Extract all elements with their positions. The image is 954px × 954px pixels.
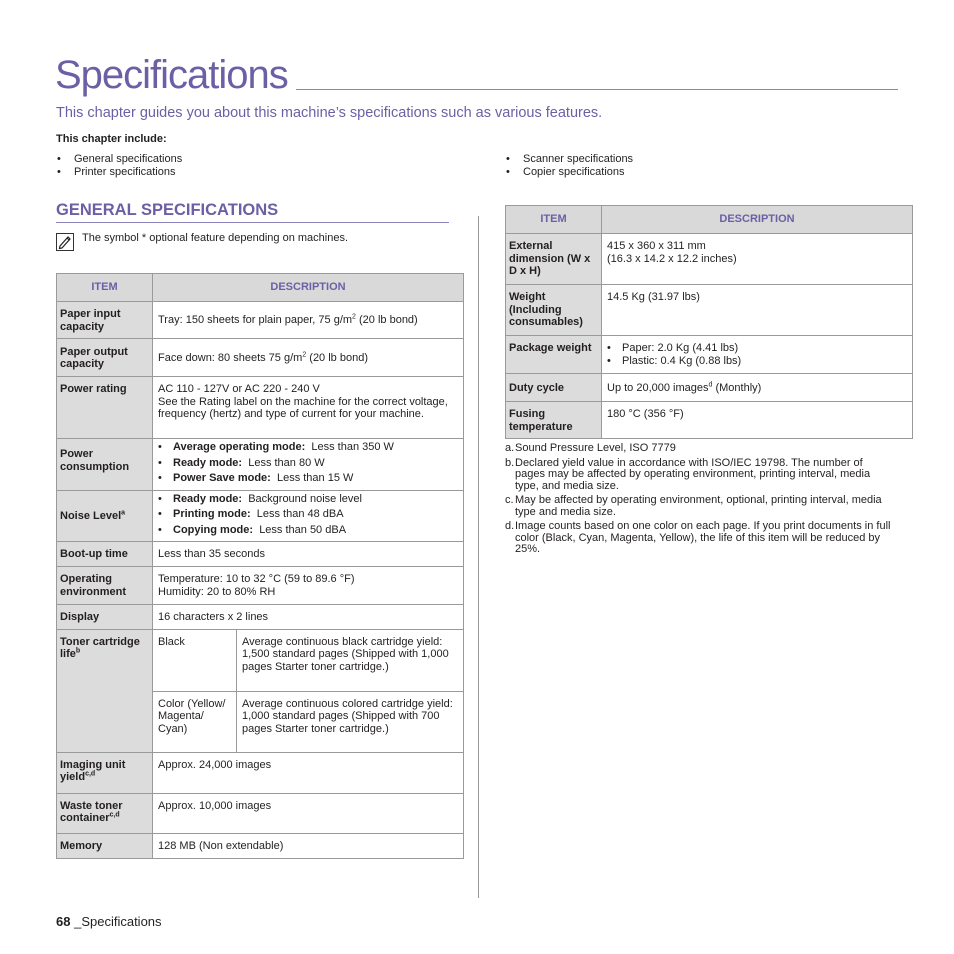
table-row	[57, 629, 464, 691]
row-label: Waste toner container$^{c,d}$	[57, 793, 153, 833]
row-value: Less than 35 seconds	[153, 542, 464, 567]
table-row	[506, 285, 913, 336]
row-label: Noise Level$^a$	[57, 490, 153, 542]
table-row	[57, 302, 464, 339]
row-value: Approx. 24,000 images	[153, 752, 464, 793]
note-text: The symbol * optional feature depending on machines.	[82, 232, 349, 244]
row-label: Display	[57, 604, 153, 629]
general-spec-table-left	[56, 273, 464, 859]
row-value: 14.5 Kg (31.97 lbs)	[602, 285, 913, 336]
row-value	[153, 439, 464, 491]
table-row	[506, 402, 913, 439]
col-header-item: ITEM	[57, 274, 153, 302]
row-value	[153, 490, 464, 542]
list-item: • Power Save mode: Less than 15 W	[158, 472, 458, 485]
column-divider	[478, 216, 479, 898]
row-label: Package weight	[506, 336, 602, 374]
col-header-item: ITEM	[506, 206, 602, 234]
row-label: Paper output capacity	[57, 339, 153, 377]
table-row	[57, 752, 464, 793]
toner-type: Black	[153, 629, 237, 691]
footnote: c. May be affected by operating environment, optional, printing interval, media type and media size.	[505, 494, 882, 518]
chapter-item[interactable]: • Printer specifications	[56, 166, 182, 179]
footer-text: _Specifications	[74, 914, 162, 929]
table-row	[57, 566, 464, 604]
page-number: 68	[56, 914, 71, 929]
footnote: a. Sound Pressure Level, ISO 7779	[505, 442, 676, 454]
table-row	[57, 377, 464, 439]
row-value: 128 MB (Non extendable)	[153, 833, 464, 858]
row-value	[602, 336, 913, 374]
table-row	[57, 604, 464, 629]
toner-desc: Average continuous black cartridge yield: 1,500 standard pages (Shipped with 1,000 pages Starter toner cartridge.)	[237, 629, 464, 691]
list-item: • Ready mode: Less than 80 W	[158, 457, 458, 470]
row-value: 16 characters x 2 lines	[153, 604, 464, 629]
row-value: 415 x 360 x 311 mm (16.3 x 14.2 x 12.2 inches)	[602, 234, 913, 285]
row-value: Temperature: 10 to 32 °C (59 to 89.6 °F) Humidity: 20 to 80% RH	[153, 566, 464, 604]
table-row	[57, 542, 464, 567]
row-value: Tray: 150 sheets for plain paper, 75 $g/m^2$ (20 lb bond)	[153, 302, 464, 339]
footnotes	[505, 443, 895, 559]
chapter-list-right	[505, 153, 633, 179]
include-label: This chapter include:	[56, 133, 167, 145]
page-footer	[56, 914, 162, 929]
row-label: Imaging unit yield$^{c,d}$	[57, 752, 153, 793]
toner-desc: Average continuous colored cartridge yield: 1,000 standard pages (Shipped with 700 pages Starter toner cartridge.)	[237, 691, 464, 752]
chapter-intro: This chapter guides you about this machine’s specifications such as various features.	[56, 105, 603, 121]
row-label: Memory	[57, 833, 153, 858]
footnote: d. Image counts based on one color on each page. If you print documents in full color (Black, Cyan, Magenta, Yellow), the life of this item will be reduced by 25%.	[505, 520, 891, 555]
toner-type: Color (Yellow/ Magenta/ Cyan)	[153, 691, 237, 752]
table-row	[57, 339, 464, 377]
row-label: Operating environment	[57, 566, 153, 604]
row-label: Toner cartridge life$^b$	[57, 629, 153, 752]
section-rule	[56, 222, 449, 223]
row-value: Face down: 80 sheets 75 $g/m^2$ (20 lb bond)	[153, 339, 464, 377]
table-row	[57, 793, 464, 833]
list-item: • Copying mode: Less than 50 dBA	[158, 524, 458, 537]
row-value: Approx. 10,000 images	[153, 793, 464, 833]
row-label: Power consumption	[57, 439, 153, 491]
row-label: Duty cycle	[506, 374, 602, 402]
table-row	[57, 833, 464, 858]
list-item: • Printing mode: Less than 48 dBA	[158, 508, 458, 521]
list-item: • Average operating mode: Less than 350 W	[158, 441, 458, 454]
table-row	[506, 336, 913, 374]
list-item: • Ready mode: Background noise level	[158, 493, 458, 506]
row-value: AC 110 - 127V or AC 220 - 240 V See the Rating label on the machine for the correct voltage, frequency (hertz) and type of current for your machine.	[153, 377, 464, 439]
general-spec-table-right	[505, 205, 913, 439]
pencil-note-icon	[56, 233, 74, 251]
section-heading: GENERAL SPECIFICATIONS	[56, 201, 279, 219]
chapter-item[interactable]: • Copier specifications	[505, 166, 633, 179]
row-label: Fusing temperature	[506, 402, 602, 439]
row-value: 180 °C (356 °F)	[602, 402, 913, 439]
table-row	[57, 490, 464, 542]
chapter-item[interactable]: • General specifications	[56, 153, 182, 166]
row-value: Up to 20,000 images$^d$ (Monthly)	[602, 374, 913, 402]
col-header-description: DESCRIPTION	[153, 274, 464, 302]
row-label: Power rating	[57, 377, 153, 439]
chapter-list-left	[56, 153, 182, 179]
row-label: Weight (Including consumables)	[506, 285, 602, 336]
list-item: • Plastic: 0.4 Kg (0.88 lbs)	[607, 355, 907, 368]
row-label: Paper input capacity	[57, 302, 153, 339]
table-row	[506, 374, 913, 402]
chapter-item[interactable]: • Scanner specifications	[505, 153, 633, 166]
footnote: b. Declared yield value in accordance with ISO/IEC 19798. The number of pages may be affected by operating environment, printing interval, media type, and media size.	[505, 456, 871, 492]
title-rule	[296, 89, 898, 90]
row-label: External dimension (W x D x H)	[506, 234, 602, 285]
row-label: Boot-up time	[57, 542, 153, 567]
page-title: Specifications	[55, 53, 288, 97]
table-row	[57, 439, 464, 491]
col-header-description: DESCRIPTION	[602, 206, 913, 234]
list-item: • Paper: 2.0 Kg (4.41 lbs)	[607, 342, 907, 355]
table-row	[506, 234, 913, 285]
